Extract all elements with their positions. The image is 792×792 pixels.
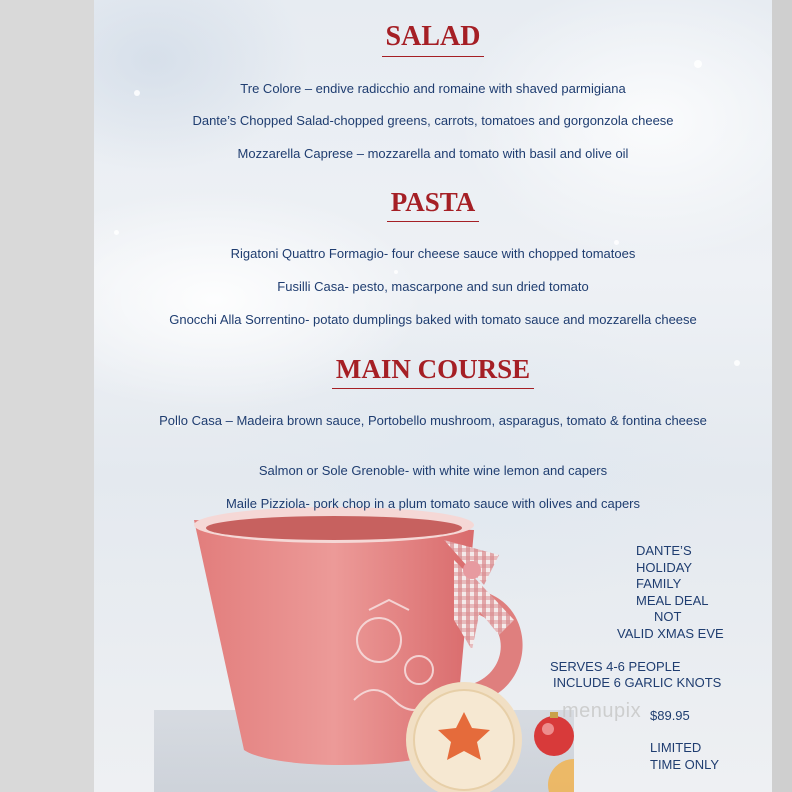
menu-item: Fusilli Casa- pesto, mascarpone and sun dried tomato [277, 279, 589, 294]
deal-title-line: NOT [654, 609, 682, 624]
deal-price: $89.95 [650, 708, 690, 723]
menu-page [94, 0, 772, 792]
menu-item: Dante’s Chopped Salad-chopped greens, carrots, tomatoes and gorgonzola cheese [192, 113, 674, 128]
deal-includes: INCLUDE 6 GARLIC KNOTS [553, 675, 722, 690]
deal-title-line: FAMILY [636, 576, 682, 591]
deal-restriction: VALID XMAS EVE [617, 626, 724, 641]
section-heading-salad: SALAD [94, 20, 772, 57]
deal-title-line: MEAL DEAL [636, 593, 709, 608]
hot-cocoa-mug-illustration [154, 500, 574, 792]
menu-item: Salmon or Sole Grenoble- with white wine lemon and capers [258, 463, 608, 478]
deal-serves: SERVES 4-6 PEOPLE [550, 659, 681, 674]
menu-item: Rigatoni Quattro Formagio- four cheese sauce with chopped tomatoes [230, 246, 636, 261]
menu-item: Maile Pizziola- pork chop in a plum tomato sauce with olives and capers [225, 496, 641, 511]
deal-time-only: TIME ONLY [650, 757, 720, 772]
menu-item: Tre Colore – endive radicchio and romaine with shaved parmigiana [240, 81, 626, 96]
section-heading-main-course: MAIN COURSE [94, 352, 772, 389]
deal-limited: LIMITED [650, 740, 702, 755]
page-edge-shadow [772, 0, 792, 792]
menu-item: Mozzarella Caprese – mozzarella and tomato with basil and olive oil [237, 146, 629, 161]
section-heading-pasta: PASTA [94, 185, 772, 222]
menu-item: Gnocchi Alla Sorrentino- potato dumplings baked with tomato sauce and mozzarella cheese [169, 312, 697, 327]
deal-title-line: DANTE’S [636, 543, 692, 558]
deal-title-line: HOLIDAY [636, 560, 693, 575]
menupix-watermark: menupix [562, 700, 642, 722]
menu-item: Pollo Casa – Madeira brown sauce, Portobello mushroom, asparagus, tomato & fontina cheese [159, 413, 707, 428]
